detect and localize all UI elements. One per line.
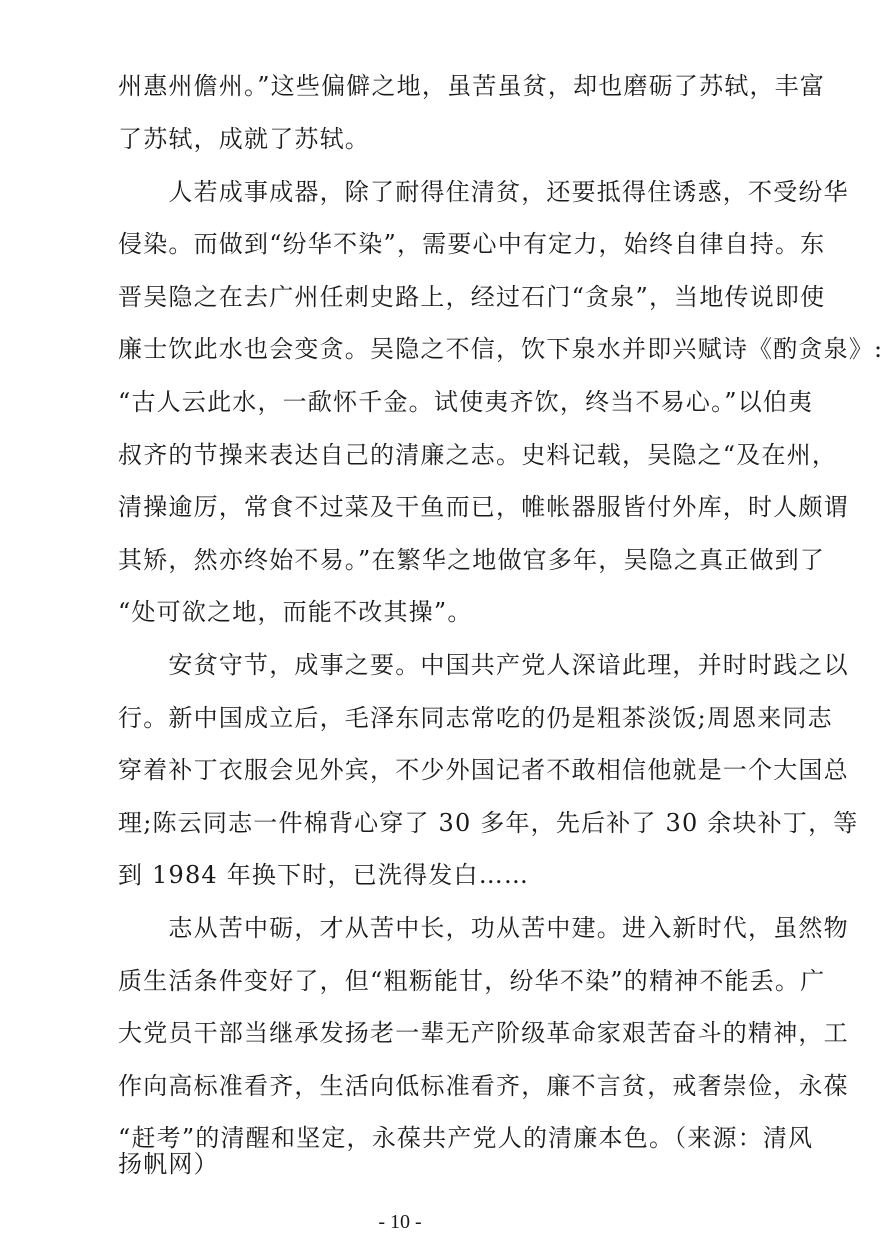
text-line: 叔齐的节操来表达自己的清廉之志。史料记载，吴隐之“及在州， [118, 441, 838, 469]
text-line: “赶考”的清醒和坚定，永葆共产党人的清廉本色。（来源：清风 [118, 1124, 814, 1152]
page-number: - 10 - [378, 1211, 422, 1233]
text-line: 其矫，然亦终始不易。”在繁华之地做官多年，吴隐之真正做到了 [118, 546, 826, 574]
text-line: 穿着补丁衣服会见外宾，不少外国记者不敢相信他就是一个大国总 [118, 756, 849, 784]
text-line: 志从苦中砺，才从苦中长，功从苦中建。进入新时代，虽然物 [118, 914, 849, 942]
text-line: 理;陈云同志一件棉背心穿了 30 多年，先后补了 30 余块补丁，等 [118, 809, 859, 837]
text-line: 大党员干部当继承发扬老一辈无产阶级革命家艰苦奋斗的精神，工 [118, 1019, 849, 1047]
text-line: “古人云此水，一歃怀千金。试使夷齐饮，终当不易心。”以伯夷 [118, 388, 814, 416]
text-line: 清操逾厉，常食不过菜及干鱼而已，帷帐器服皆付外库，时人颇谓 [118, 493, 849, 521]
text-line: 扬帆网） [118, 1150, 219, 1178]
text-line: 州惠州儋州。”这些偏僻之地，虽苦虽贫，却也磨砺了苏轼，丰富 [118, 72, 826, 100]
text-line: 行。新中国成立后，毛泽东同志常吃的仍是粗茶淡饭;周恩来同志 [118, 704, 833, 732]
text-line: 到 1984 年换下时，已洗得发白…… [118, 861, 530, 889]
text-line: 质生活条件变好了，但“粗粝能甘，纷华不染”的精神不能丢。广 [118, 967, 826, 995]
text-line: 作向高标准看齐，生活向低标准看齐，廉不言贫，戒奢崇俭，永葆 [118, 1072, 849, 1100]
text-line: 安贫守节，成事之要。中国共产党人深谙此理，并时时践之以 [118, 651, 849, 679]
text-line: 侵染。而做到“纷华不染”，需要心中有定力，始终自律自持。东 [118, 230, 826, 258]
text-line: 人若成事成器，除了耐得住清贫，还要抵得住诱惑，不受纷华 [118, 178, 849, 206]
text-line: “处可欲之地，而能不改其操”。 [118, 598, 473, 626]
text-line: 了苏轼，成就了苏轼。 [118, 125, 370, 153]
text-line: 廉士饮此水也会变贪。吴隐之不信，饮下泉水并即兴赋诗《酌贪泉》: [118, 335, 883, 363]
text-line: 晋吴隐之在去广州任刺史路上，经过石门“贪泉”，当地传说即使 [118, 283, 826, 311]
